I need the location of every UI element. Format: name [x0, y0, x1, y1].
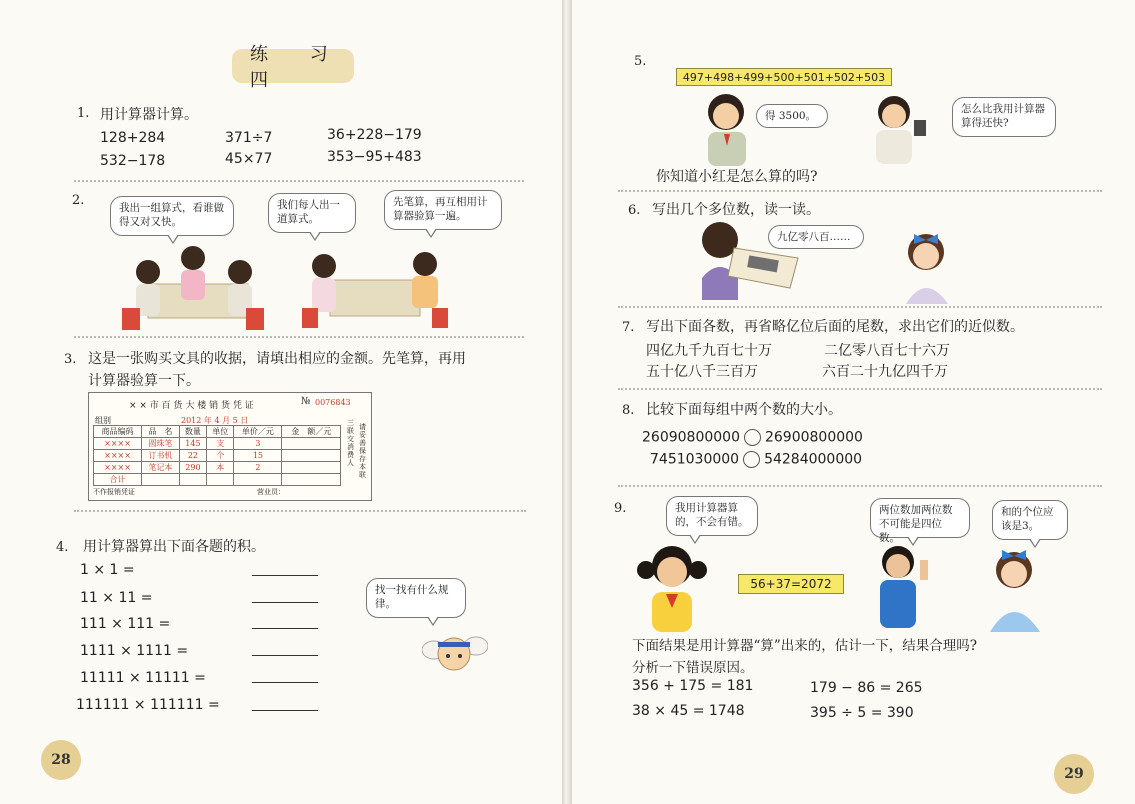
- receipt-side-label: 三联 交消费人: [347, 419, 354, 467]
- cupid-illustration: [422, 628, 488, 684]
- divider: [618, 190, 1102, 192]
- q1-number: 1.: [77, 106, 90, 121]
- receipt-cell: ××××: [94, 450, 142, 462]
- answer-line: [252, 628, 318, 629]
- q9-item-3: 38 × 45 = 1748: [632, 703, 745, 719]
- compare-circle[interactable]: [744, 429, 761, 446]
- receipt-total-label: 合计: [94, 474, 142, 486]
- exercise-title: 练 习 四: [232, 49, 354, 83]
- q2-number: 2.: [72, 193, 85, 208]
- q7-item-4: 六百二十九亿四千万: [822, 364, 948, 380]
- q4-item-2: 11 × 11 =: [80, 590, 153, 606]
- receipt-side-label-2: 请妥善保存本联: [359, 423, 366, 479]
- receipt-header: 单价／元: [234, 426, 282, 438]
- divider: [74, 510, 526, 512]
- receipt-row: [94, 438, 341, 450]
- receipt-cell: 个: [207, 450, 234, 462]
- right-page: [572, 0, 1135, 804]
- receipt-no-value: 0076843: [315, 398, 351, 407]
- receipt-row: [94, 462, 341, 474]
- answer-line: [252, 575, 318, 576]
- q8-number: 8.: [622, 403, 635, 418]
- divider: [618, 388, 1102, 390]
- q5-bubble-1: [756, 104, 828, 128]
- q9-formula: 56+37=2072: [750, 577, 832, 591]
- receipt-group-label: 组别: [95, 416, 111, 425]
- q9-bubble-3: [992, 500, 1068, 540]
- q4-item-3: 111 × 111 =: [80, 616, 171, 632]
- receipt-title: × × 市 百 货 大 楼 销 货 凭 证: [129, 401, 254, 411]
- receipt-cell: 2: [234, 462, 282, 474]
- q9-formula-box: [738, 574, 844, 594]
- q4-number: 4.: [56, 540, 69, 555]
- q8-pair-1-left: 26090800000: [642, 429, 740, 446]
- receipt-header: 单位: [207, 426, 234, 438]
- q9-bubble-1: [666, 496, 758, 536]
- receipt-header: 品 名: [142, 426, 180, 438]
- q5-bubble-2: [952, 97, 1056, 137]
- q2-bubble-3: [384, 190, 502, 230]
- receipt-header: 数量: [179, 426, 206, 438]
- receipt-footer-left: 不作报销凭证: [93, 488, 135, 496]
- receipt: [88, 392, 372, 501]
- receipt-cell: 3: [234, 438, 282, 450]
- q1-item-3: 36+228−179: [327, 127, 422, 143]
- q2-bubble-1: [110, 196, 234, 236]
- q6-bubble-text: 九亿零八百……: [777, 231, 851, 243]
- q2-bubble-2: [268, 193, 356, 233]
- q1-item-4: 532−178: [100, 153, 166, 169]
- page-number-badge: 28: [41, 740, 81, 780]
- q9-text-line1: 下面结果是用计算器“算”出来的，估计一下，结果合理吗?: [632, 638, 978, 654]
- q4-item-4: 1111 × 1111 =: [80, 643, 189, 659]
- receipt-table: [93, 425, 341, 486]
- left-page: [0, 0, 562, 804]
- q5-bubble-2-text: 怎么比我用计算器算得还快?: [961, 103, 1045, 129]
- q9-item-2: 179 − 86 = 265: [810, 680, 923, 696]
- q6-text: 写出几个多位数，读一读。: [652, 202, 820, 218]
- q4-item-5: 11111 × 11111 =: [80, 670, 206, 686]
- q9-bubble-2-text: 两位数加两位数不可能是四位数。: [879, 504, 953, 544]
- q7-text: 写出下面各数，再省略亿位后面的尾数，求出它们的近似数。: [646, 319, 1024, 335]
- receipt-cell: [282, 438, 341, 450]
- receipt-cell: 支: [207, 438, 234, 450]
- students-illustration-1: [118, 238, 268, 332]
- receipt-cell: 15: [234, 450, 282, 462]
- girl-pigtails-illustration: [630, 540, 714, 634]
- q9-item-4: 395 ÷ 5 = 390: [810, 705, 914, 721]
- q8-pair-1-right: 26900800000: [764, 429, 863, 446]
- receipt-cell: [282, 462, 341, 474]
- q1-item-6: 353−95+483: [327, 149, 422, 165]
- receipt-cell: 订书机: [142, 450, 180, 462]
- divider: [618, 485, 1102, 487]
- book-gutter: [562, 0, 572, 804]
- divider: [618, 306, 1102, 308]
- q6-number: 6.: [628, 203, 641, 218]
- q1-text: 用计算器计算。: [100, 107, 198, 123]
- receipt-cell: ××××: [94, 438, 142, 450]
- students-illustration-2: [300, 250, 450, 330]
- q9-item-1: 356 + 175 = 181: [632, 678, 754, 694]
- receipt-total-row: [94, 474, 341, 486]
- receipt-cell: ××××: [94, 462, 142, 474]
- q7-item-2: 二亿零八百七十六万: [824, 343, 950, 359]
- q9-number: 9.: [614, 501, 627, 516]
- divider: [74, 336, 524, 338]
- q8-pair-2: [650, 451, 862, 468]
- boy-pointing-illustration: [868, 540, 942, 632]
- girl-bow-illustration: [896, 226, 958, 306]
- compare-circle[interactable]: [743, 451, 760, 468]
- receipt-row: [94, 450, 341, 462]
- q1-item-1: 128+284: [100, 130, 166, 146]
- receipt-header-row: [94, 426, 341, 438]
- girl-bow-illustration-2: [968, 544, 1054, 634]
- q4-text: 用计算器算出下面各题的积。: [83, 539, 265, 555]
- q8-pair-1: [642, 429, 863, 446]
- q2-bubble-1-text: 我出一组算式，看谁做得又对又快。: [119, 202, 224, 228]
- receipt-header: 金 额／元: [282, 426, 341, 438]
- receipt-cell: 圆珠笔: [142, 438, 180, 450]
- receipt-header: 商品编码: [94, 426, 142, 438]
- answer-line: [252, 682, 318, 683]
- q9-text-line2: 分析一下错误原因。: [632, 660, 754, 676]
- page-number-badge: 29: [1054, 754, 1094, 794]
- receipt-no-label: №: [301, 396, 311, 407]
- receipt-date: 2012 年 4 月 5 日: [181, 416, 249, 425]
- q8-pair-2-right: 54284000000: [764, 451, 863, 468]
- q7-number: 7.: [622, 320, 635, 335]
- receipt-cell: 笔记本: [142, 462, 180, 474]
- q4-item-1: 1 × 1 =: [80, 562, 135, 578]
- q4-bubble: [366, 578, 466, 618]
- q2-bubble-2-text: 我们每人出一道算式。: [277, 199, 340, 225]
- receipt-cell: 22: [179, 450, 206, 462]
- divider: [74, 180, 524, 182]
- q7-item-1: 四亿九千九百七十万: [646, 343, 772, 359]
- q5-number: 5.: [634, 54, 647, 69]
- q6-bubble: [768, 225, 864, 249]
- q5-formula: 497+498+499+500+501+502+503: [682, 70, 886, 84]
- receipt-cell: 290: [179, 462, 206, 474]
- answer-line: [252, 602, 318, 603]
- q4-bubble-text: 找一找有什么规律。: [375, 584, 449, 610]
- receipt-cell: 本: [207, 462, 234, 474]
- q7-item-3: 五十亿八千三百万: [646, 364, 758, 380]
- q3-text-line1: 这是一张购买文具的收据，请填出相应的金额。先笔算，再用: [88, 351, 466, 367]
- q5-question: 你知道小红是怎么算的吗?: [656, 169, 818, 185]
- girl-xiaohong-illustration: [694, 88, 766, 168]
- q8-pair-2-left: 7451030000: [650, 451, 740, 468]
- receipt-footer-right: 营业员：: [257, 488, 285, 496]
- q2-bubble-3-text: 先笔算，再互相用计算器验算一遍。: [393, 196, 488, 222]
- q9-bubble-3-text: 和的个位应该是3。: [1001, 506, 1054, 532]
- q3-text-line2: 计算器验算一下。: [88, 373, 200, 389]
- q5-bubble-1-text: 得 3500。: [765, 110, 817, 122]
- receipt-cell: 145: [179, 438, 206, 450]
- q1-item-5: 45×77: [225, 151, 273, 167]
- q1-item-2: 371÷7: [225, 130, 273, 146]
- q8-text: 比较下面每组中两个数的大小。: [646, 402, 842, 418]
- boy-calculator-illustration: [864, 90, 934, 168]
- q9-bubble-1-text: 我用计算器算的，不会有错。: [675, 502, 749, 528]
- q9-bubble-2: [870, 498, 970, 544]
- answer-line: [252, 655, 318, 656]
- q4-item-6: 111111 × 111111 =: [76, 697, 220, 713]
- q5-formula-box: [676, 68, 892, 86]
- receipt-cell: [282, 450, 341, 462]
- answer-line: [252, 710, 318, 711]
- q3-number: 3.: [64, 352, 77, 367]
